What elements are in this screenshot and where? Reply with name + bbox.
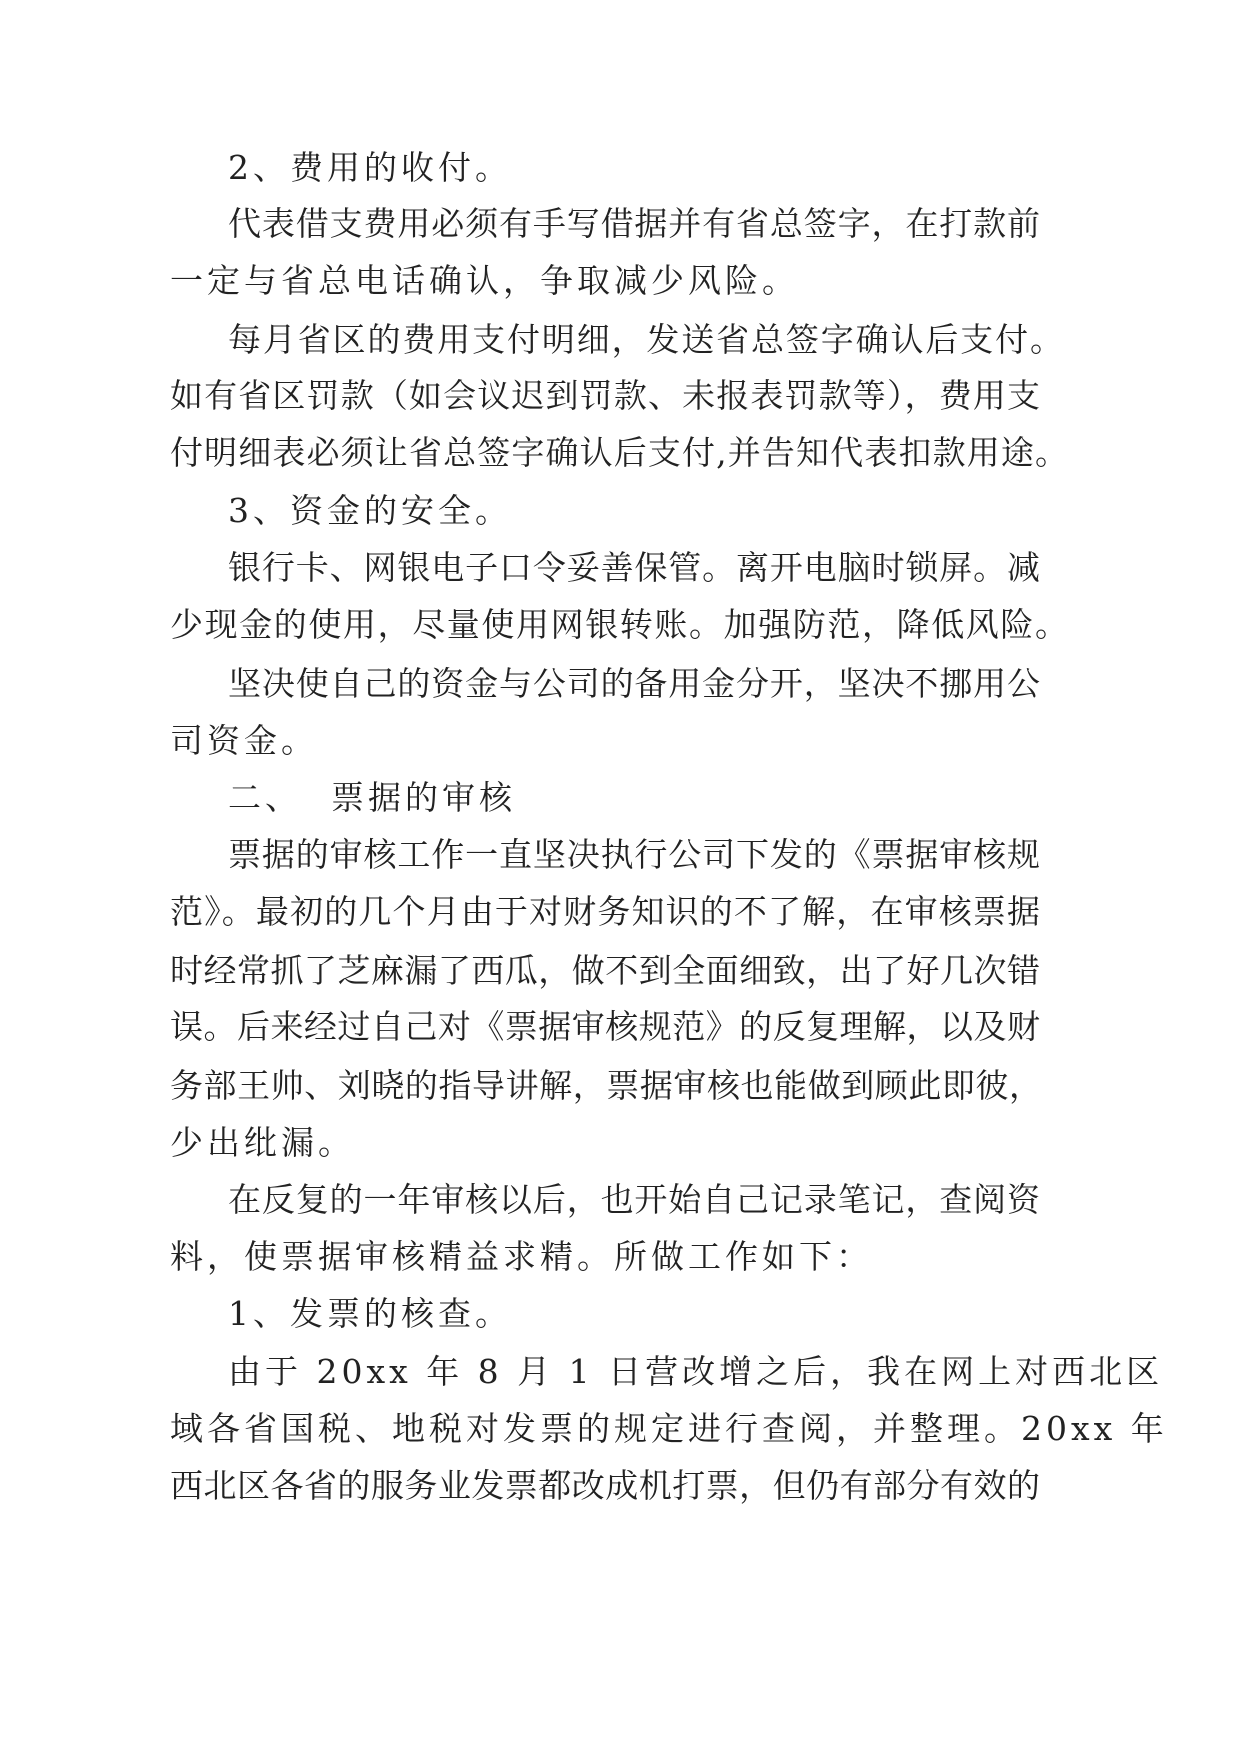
text-line: 票据的审核工作一直坚决执行公司下发的《票据审核规	[228, 835, 1040, 874]
text-line: 少现金的使用，尽量使用网银转账。加强防范，降低风险。	[170, 605, 1068, 644]
text-line: 一定与省总电话确认，争取减少风险。	[170, 261, 799, 300]
text-line: 西北区各省的服务业发票都改成机打票，但仍有部分有效的	[170, 1466, 1040, 1505]
text-line: 误。后来经过自己对《票据审核规范》的反复理解，以及财	[170, 1007, 1040, 1046]
text-line: 在反复的一年审核以后，也开始自己记录笔记，查阅资	[228, 1180, 1040, 1219]
text-line: 银行卡、网银电子口令妥善保管。离开电脑时锁屏。减	[228, 548, 1040, 587]
text-line: 由于 20xx 年 8 月 1 日营改增之后，我在网上对西北区	[228, 1352, 1164, 1391]
text-line: 1、发票的核查。	[228, 1294, 512, 1333]
text-line: 坚决使自己的资金与公司的备用金分开，坚决不挪用公	[228, 664, 1040, 703]
text-line: 付明细表必须让省总签字确认后支付,并告知代表扣款用途。	[170, 433, 1068, 472]
text-line: 2、费用的收付。	[228, 148, 512, 187]
text-line: 务部王帅、刘晓的指导讲解，票据审核也能做到顾此即彼，	[170, 1066, 1042, 1105]
text-line: 域各省国税、地税对发票的规定进行查阅，并整理。20xx 年	[170, 1409, 1168, 1448]
text-line: 每月省区的费用支付明细，发送省总签字确认后支付。	[228, 320, 1063, 359]
text-line: 代表借支费用必须有手写借据并有省总签字，在打款前	[228, 204, 1040, 243]
text-line: 3、资金的安全。	[228, 491, 512, 530]
text-line: 时经常抓了芝麻漏了西瓜，做不到全面细致，出了好几次错	[170, 951, 1040, 990]
text-line: 如有省区罚款（如会议迟到罚款、未报表罚款等），费用支	[170, 376, 1040, 415]
text-line: 司资金。	[170, 721, 318, 760]
section-heading: 二、 票据的审核	[228, 778, 516, 817]
text-line: 少出纰漏。	[170, 1123, 355, 1162]
text-line: 范》。最初的几个月由于对财务知识的不了解，在审核票据	[170, 892, 1040, 931]
text-line: 料，使票据审核精益求精。所做工作如下：	[170, 1237, 873, 1276]
